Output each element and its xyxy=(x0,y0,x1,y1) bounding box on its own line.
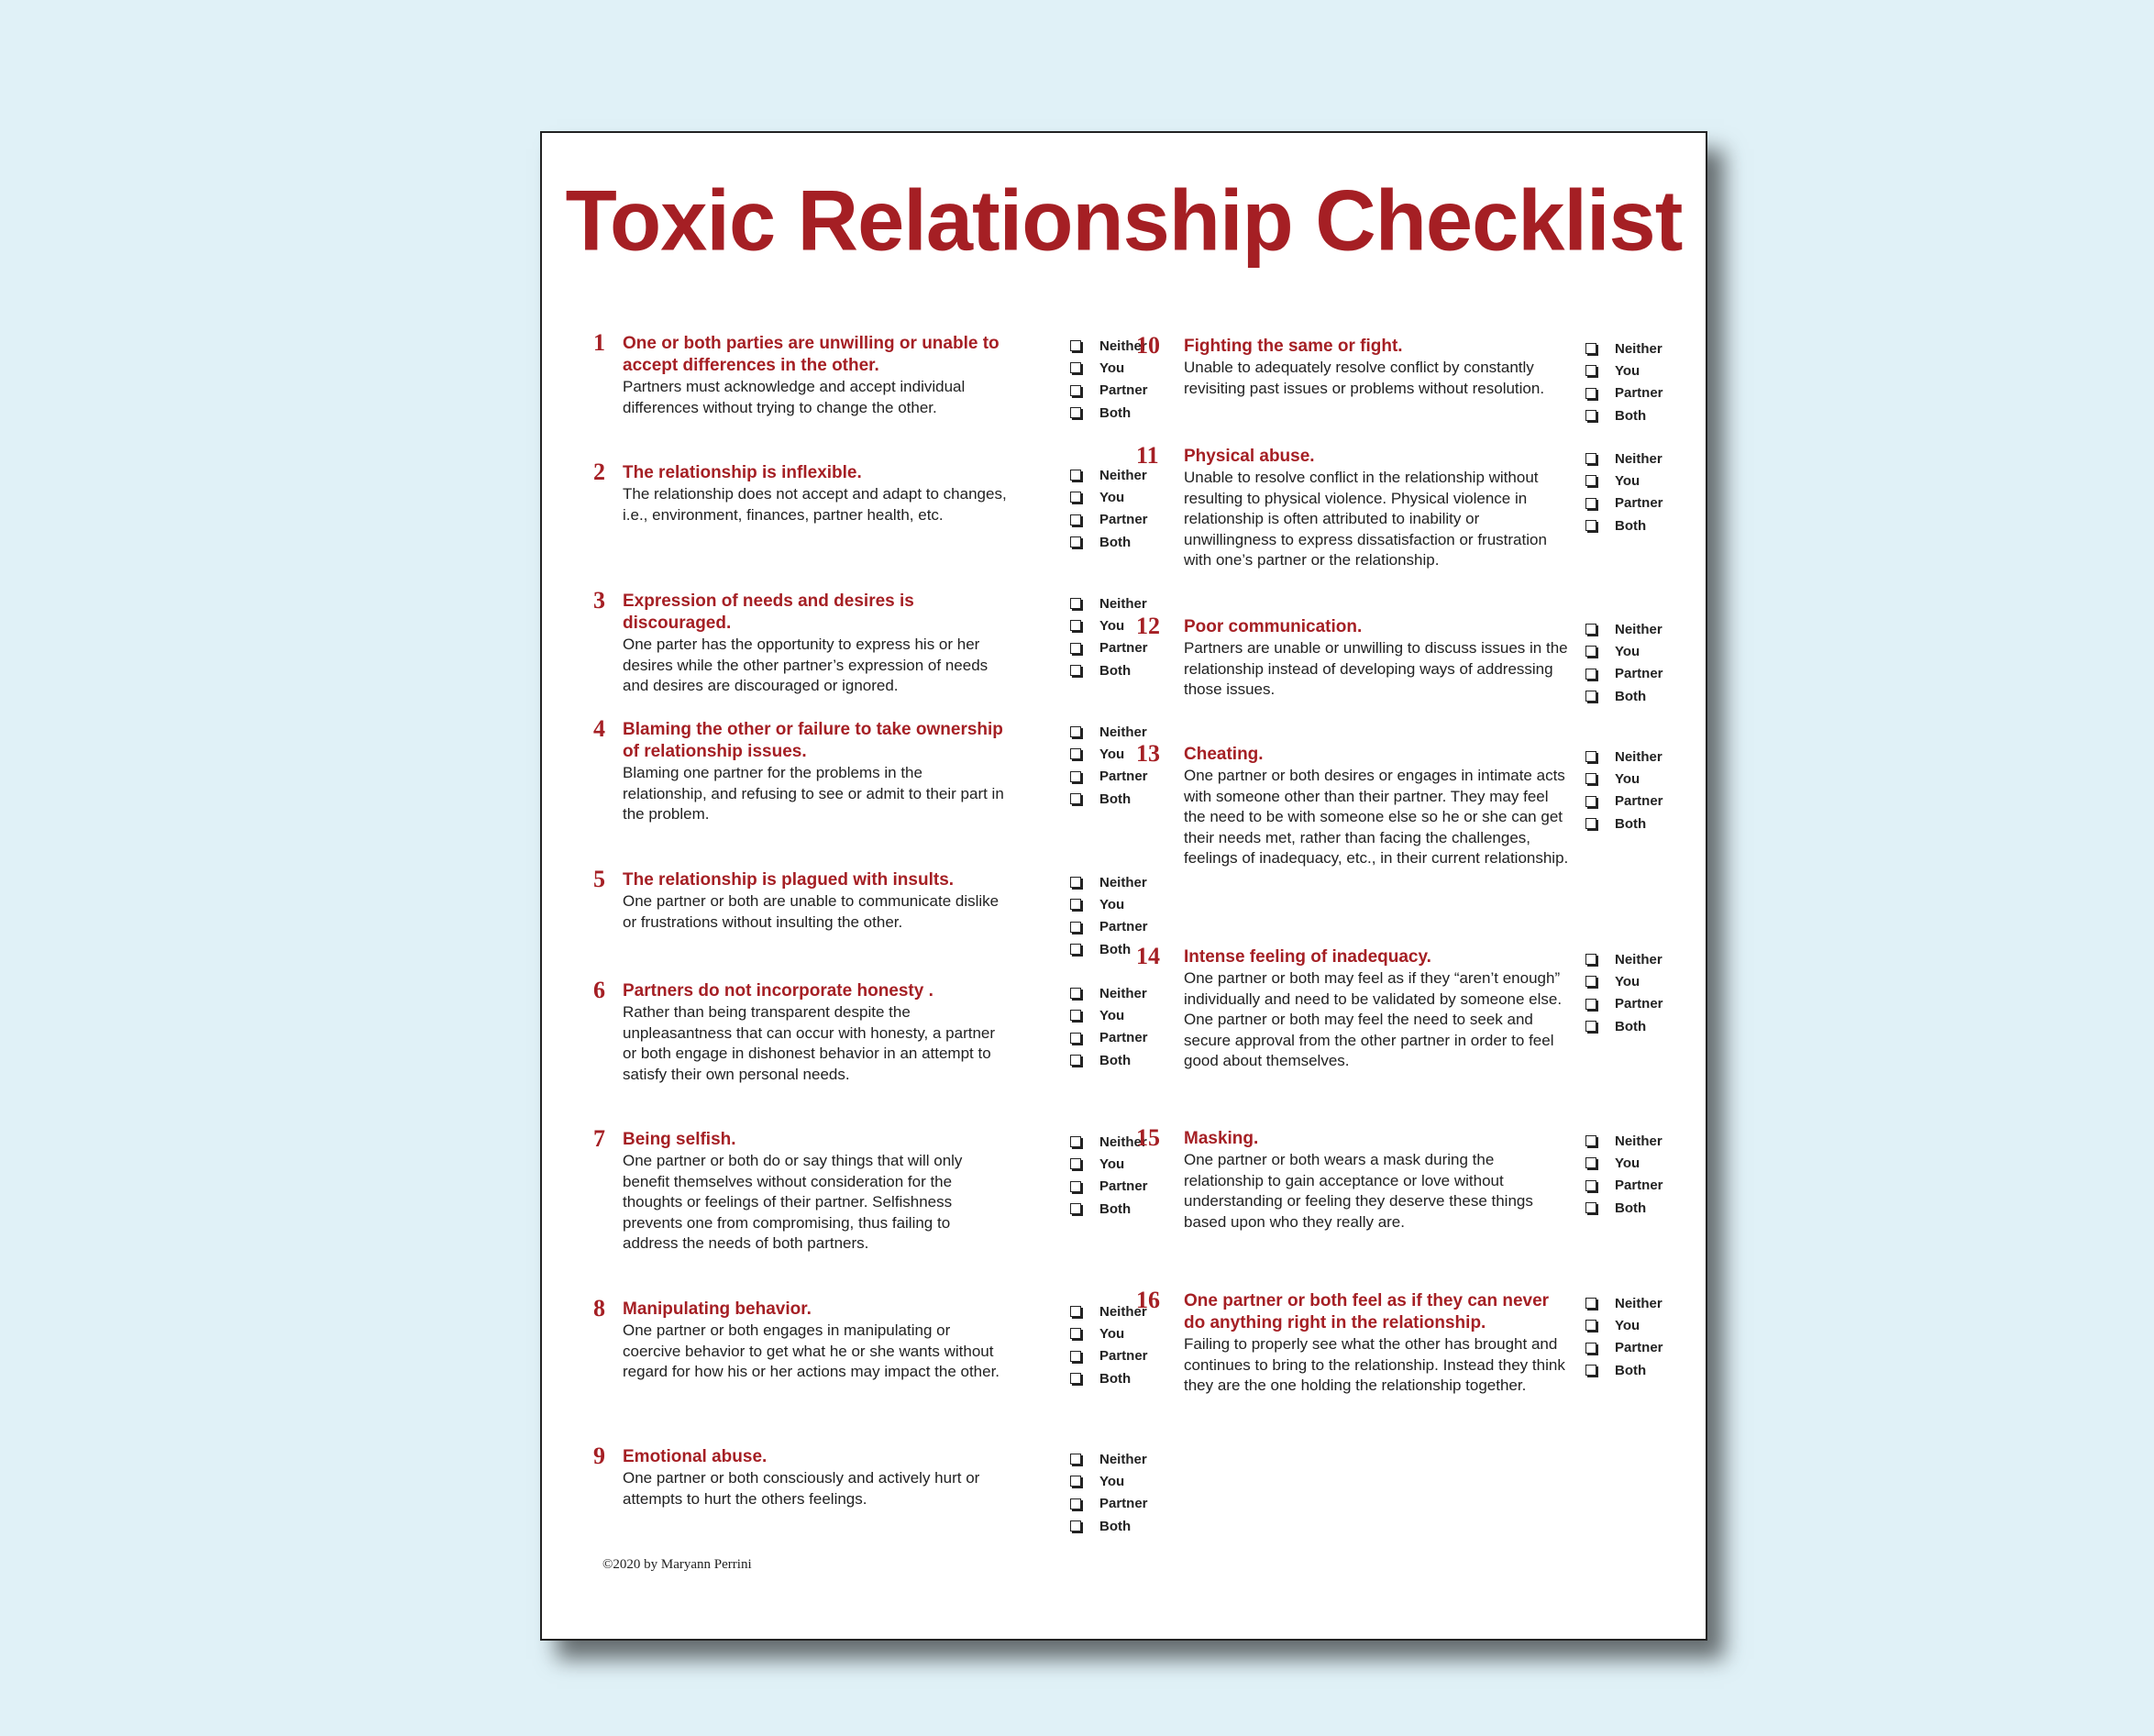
option-label: Neither xyxy=(1615,1295,1662,1311)
checkbox-icon[interactable] xyxy=(1070,1033,1081,1044)
option-label: You xyxy=(1099,617,1125,634)
answer-options xyxy=(1070,982,1148,1071)
option-label: Neither xyxy=(1615,748,1662,765)
checkbox-icon[interactable] xyxy=(1070,1010,1081,1021)
item-heading: Emotional abuse. xyxy=(623,1447,768,1466)
item-description: Partners are unable or unwilling to discuss issues in the relationship instead of developing ways of addressing those issues. xyxy=(1184,639,1568,698)
option-label: You xyxy=(1099,1325,1125,1342)
item-heading: One partner or both feel as if they can never do anything right in the relationship. xyxy=(1184,1291,1550,1332)
option-neither[interactable] xyxy=(1585,1292,1663,1314)
option-label: Both xyxy=(1615,517,1647,534)
checkbox-icon[interactable] xyxy=(1070,877,1081,888)
item-heading: Cheating. xyxy=(1184,745,1264,764)
option-partner[interactable] xyxy=(1585,1337,1663,1359)
checkbox-icon[interactable] xyxy=(1585,751,1596,762)
checkbox-icon[interactable] xyxy=(1585,520,1596,531)
option-label: Partner xyxy=(1099,1348,1148,1365)
item-text xyxy=(1184,616,1569,701)
item-number: 14 xyxy=(1136,943,1160,969)
option-both[interactable] xyxy=(1070,531,1148,553)
option-label: Both xyxy=(1099,1518,1132,1534)
option-partner[interactable] xyxy=(1585,791,1663,813)
item-number: 10 xyxy=(1136,332,1160,359)
option-label: You xyxy=(1615,643,1640,659)
option-label: Both xyxy=(1615,815,1647,832)
checkbox-icon[interactable] xyxy=(1070,340,1081,351)
option-label: Partner xyxy=(1099,1496,1148,1512)
option-label: Partner xyxy=(1615,1178,1663,1194)
checkbox-icon[interactable] xyxy=(1070,1520,1081,1531)
option-label: Neither xyxy=(1099,874,1147,890)
item-text xyxy=(623,1129,1008,1255)
checkbox-icon[interactable] xyxy=(1070,598,1081,609)
option-partner[interactable] xyxy=(1070,766,1148,788)
item-heading: Fighting the same or fight. xyxy=(1184,337,1403,356)
checkbox-icon[interactable] xyxy=(1070,1498,1081,1509)
answer-options xyxy=(1585,1292,1663,1381)
option-neither[interactable] xyxy=(1585,746,1663,768)
option-label: Neither xyxy=(1615,621,1662,637)
item-description: Blaming one partner for the problems in the relationship, and refusing to see or admit to their part in the problem. xyxy=(623,764,1004,823)
option-you[interactable] xyxy=(1070,1322,1148,1344)
page-title: Toxic Relationship Checklist xyxy=(565,172,1683,270)
option-label: Neither xyxy=(1099,724,1147,740)
option-you[interactable] xyxy=(1070,357,1148,379)
item-number: 16 xyxy=(1136,1287,1160,1313)
option-both[interactable] xyxy=(1585,404,1663,426)
option-label: You xyxy=(1099,489,1125,505)
item-number: 8 xyxy=(593,1295,605,1321)
checkbox-icon[interactable] xyxy=(1585,624,1596,635)
option-both[interactable] xyxy=(1070,659,1148,681)
option-neither[interactable] xyxy=(1585,448,1663,470)
checkbox-icon[interactable] xyxy=(1070,536,1081,547)
item-heading: Partners do not incorporate honesty . xyxy=(623,981,933,1001)
checkbox-icon[interactable] xyxy=(1585,999,1596,1010)
checkbox-icon[interactable] xyxy=(1070,1136,1081,1147)
option-partner[interactable] xyxy=(1070,1345,1148,1367)
item-description: Unable to adequately resolve conflict by constantly revisiting past issues or problems without resolution. xyxy=(1184,359,1545,397)
option-you[interactable] xyxy=(1070,1153,1148,1175)
option-both[interactable] xyxy=(1585,1359,1663,1381)
checkbox-icon[interactable] xyxy=(1070,362,1081,373)
option-label: You xyxy=(1099,1473,1125,1489)
option-partner[interactable] xyxy=(1585,492,1663,514)
checkbox-icon[interactable] xyxy=(1070,492,1081,503)
option-neither[interactable] xyxy=(1585,337,1663,359)
option-label: Partner xyxy=(1099,512,1148,528)
item-text xyxy=(1184,744,1569,869)
item-description: One partner or both may feel as if they “aren’t enough” individually and need to be validated by someone else. One partner or both may feel the need to seek and secure approval from the other partner in order to feel good about themselves. xyxy=(1184,969,1563,1069)
item-description: One partner or both are unable to communicate dislike or frustrations without insulting the other. xyxy=(623,892,1000,931)
checkbox-icon[interactable] xyxy=(1070,385,1081,396)
checkbox-icon[interactable] xyxy=(1070,514,1081,525)
checkbox-icon[interactable] xyxy=(1585,818,1596,829)
item-description: One partner or both do or say things that will only benefit themselves without consideration for the thoughts or feelings of their partner. Selfishness prevents one from compromising, thus failing to address the needs of both partners. xyxy=(623,1152,963,1252)
option-label: Both xyxy=(1099,1370,1132,1387)
checkbox-icon[interactable] xyxy=(1585,646,1596,657)
item-heading: Expression of needs and desires is discouraged. xyxy=(623,592,914,633)
option-you[interactable] xyxy=(1585,359,1663,381)
item-description: Rather than being transparent despite the unpleasantness that can occur with honesty, a partner or both engage in dishonest behavior in an attempt to satisfy their own personal needs. xyxy=(623,1003,996,1083)
option-both[interactable] xyxy=(1070,402,1148,424)
item-heading: Poor communication. xyxy=(1184,617,1363,636)
item-text xyxy=(623,462,1008,525)
option-label: Neither xyxy=(1615,450,1662,467)
item-description: Unable to resolve conflict in the relationship without resulting to physical violence. Physical violence in relationship is often attributed to inability or unwillingness to express dissatisfaction or frustration with one’s partner or the relationship. xyxy=(1184,469,1547,569)
option-you[interactable] xyxy=(1585,970,1663,992)
item-description: One partner or both desires or engages in intimate acts with someone other than their partner. They may feel the need to be with someone else so he or she can get their needs met, rather than facing the challenges, feelings of inadequacy, etc., in their current relationship. xyxy=(1184,767,1569,867)
option-label: Both xyxy=(1099,941,1132,957)
item-number: 13 xyxy=(1136,740,1160,767)
answer-options xyxy=(1585,618,1663,707)
checkbox-icon[interactable] xyxy=(1070,1476,1081,1487)
checkbox-icon[interactable] xyxy=(1585,1180,1596,1191)
answer-options xyxy=(1585,337,1663,426)
checkbox-icon[interactable] xyxy=(1585,343,1596,354)
item-text xyxy=(623,869,1008,933)
option-label: You xyxy=(1615,1317,1640,1333)
item-number: 3 xyxy=(593,587,605,614)
item-number: 4 xyxy=(593,715,605,742)
option-label: Both xyxy=(1099,534,1132,550)
option-label: Partner xyxy=(1615,793,1663,810)
item-heading: The relationship is inflexible. xyxy=(623,463,862,482)
item-text xyxy=(1184,1128,1569,1233)
checkbox-icon[interactable] xyxy=(1070,1306,1081,1317)
answer-options xyxy=(1585,948,1663,1037)
answer-options xyxy=(1585,448,1663,536)
item-heading: Blaming the other or failure to take ownership of relationship issues. xyxy=(623,720,1003,761)
option-partner[interactable] xyxy=(1585,663,1663,685)
checkbox-icon[interactable] xyxy=(1585,410,1596,421)
option-label: Neither xyxy=(1099,985,1147,1001)
option-you[interactable] xyxy=(1070,1004,1148,1026)
option-both[interactable] xyxy=(1585,813,1663,835)
option-partner[interactable] xyxy=(1070,916,1148,938)
item-description: One partner or both consciously and actively hurt or attempts to hurt the others feelings. xyxy=(623,1469,980,1508)
checkbox-icon[interactable] xyxy=(1070,748,1081,759)
option-neither[interactable] xyxy=(1070,592,1148,614)
checkbox-icon[interactable] xyxy=(1070,793,1081,804)
option-both[interactable] xyxy=(1070,1515,1148,1537)
option-partner[interactable] xyxy=(1070,1176,1148,1198)
option-label: Both xyxy=(1615,1362,1647,1378)
checkbox-icon[interactable] xyxy=(1070,922,1081,933)
option-partner[interactable] xyxy=(1070,509,1148,531)
option-both[interactable] xyxy=(1585,685,1663,707)
item-heading: One or both parties are unwilling or unable to accept differences in the other. xyxy=(623,334,1000,375)
item-text xyxy=(623,980,1008,1085)
option-label: Partner xyxy=(1099,919,1148,935)
option-partner[interactable] xyxy=(1585,382,1663,404)
option-partner[interactable] xyxy=(1070,637,1148,659)
option-label: Neither xyxy=(1099,595,1147,612)
option-label: You xyxy=(1099,359,1125,376)
checkbox-icon[interactable] xyxy=(1070,726,1081,737)
option-label: Partner xyxy=(1099,382,1148,399)
option-partner[interactable] xyxy=(1070,1493,1148,1515)
option-label: Both xyxy=(1099,1052,1132,1068)
checkbox-icon[interactable] xyxy=(1070,643,1081,654)
item-heading: Intense feeling of inadequacy. xyxy=(1184,947,1431,967)
option-you[interactable] xyxy=(1585,470,1663,492)
option-partner[interactable] xyxy=(1585,1175,1663,1197)
answer-options xyxy=(1585,746,1663,835)
checkbox-icon[interactable] xyxy=(1585,976,1596,987)
option-label: You xyxy=(1615,973,1640,990)
checkbox-icon[interactable] xyxy=(1070,1454,1081,1465)
option-label: Neither xyxy=(1615,951,1662,968)
checkbox-icon[interactable] xyxy=(1070,988,1081,999)
item-description: One parter has the opportunity to express his or her desires while the other partner’s expression of needs and desires are discouraged or ignored. xyxy=(623,636,989,694)
option-label: Neither xyxy=(1099,1303,1147,1320)
checkbox-icon[interactable] xyxy=(1070,1158,1081,1169)
checkbox-icon[interactable] xyxy=(1070,665,1081,676)
checkbox-icon[interactable] xyxy=(1585,1365,1596,1376)
item-number: 11 xyxy=(1136,442,1159,469)
checklist-page xyxy=(540,131,1707,1641)
option-label: Partner xyxy=(1615,1340,1663,1356)
option-label: Partner xyxy=(1099,640,1148,657)
option-neither[interactable] xyxy=(1070,871,1148,893)
item-text xyxy=(1184,336,1569,399)
item-text xyxy=(623,333,1008,418)
option-both[interactable] xyxy=(1070,1367,1148,1389)
item-text xyxy=(1184,446,1569,571)
item-number: 15 xyxy=(1136,1124,1160,1151)
checkbox-icon[interactable] xyxy=(1585,453,1596,464)
option-label: Partner xyxy=(1099,1030,1148,1046)
option-label: Partner xyxy=(1615,996,1663,1012)
option-you[interactable] xyxy=(1585,1314,1663,1336)
option-label: Partner xyxy=(1615,495,1663,512)
checkbox-icon[interactable] xyxy=(1070,944,1081,955)
checkbox-icon[interactable] xyxy=(1585,498,1596,509)
option-label: Both xyxy=(1615,1200,1647,1216)
option-both[interactable] xyxy=(1070,788,1148,810)
option-both[interactable] xyxy=(1070,1049,1148,1071)
option-label: Neither xyxy=(1099,467,1147,483)
option-label: Both xyxy=(1099,1200,1132,1217)
answer-options xyxy=(1070,464,1148,553)
checkbox-icon[interactable] xyxy=(1585,773,1596,784)
option-label: Partner xyxy=(1099,768,1148,785)
option-you[interactable] xyxy=(1070,1470,1148,1492)
item-heading: The relationship is plagued with insults. xyxy=(623,870,955,890)
option-partner[interactable] xyxy=(1070,380,1148,402)
answer-options xyxy=(1070,1448,1148,1537)
option-neither[interactable] xyxy=(1070,1448,1148,1470)
checkbox-icon[interactable] xyxy=(1070,470,1081,481)
item-number: 7 xyxy=(593,1125,605,1152)
item-number: 9 xyxy=(593,1443,605,1469)
checkbox-icon[interactable] xyxy=(1070,1055,1081,1066)
option-you[interactable] xyxy=(1070,486,1148,508)
option-label: You xyxy=(1099,896,1125,912)
item-heading: Being selfish. xyxy=(623,1130,736,1149)
option-label: You xyxy=(1099,746,1125,762)
option-both[interactable] xyxy=(1585,514,1663,536)
item-number: 12 xyxy=(1136,613,1160,639)
item-text xyxy=(623,1446,1008,1509)
option-label: Partner xyxy=(1099,1178,1148,1195)
option-label: You xyxy=(1615,472,1640,489)
option-you[interactable] xyxy=(1585,1152,1663,1174)
option-label: Neither xyxy=(1615,1133,1662,1149)
checkbox-icon[interactable] xyxy=(1585,1320,1596,1331)
checkbox-icon[interactable] xyxy=(1070,1351,1081,1362)
option-partner[interactable] xyxy=(1070,1027,1148,1049)
option-label: Both xyxy=(1099,662,1132,679)
checkbox-icon[interactable] xyxy=(1070,1203,1081,1214)
option-both[interactable] xyxy=(1585,1197,1663,1219)
checkbox-icon[interactable] xyxy=(1585,954,1596,965)
option-label: You xyxy=(1615,770,1640,787)
item-text xyxy=(623,719,1008,825)
item-heading: Masking. xyxy=(1184,1129,1259,1148)
checkbox-icon[interactable] xyxy=(1585,669,1596,680)
checkbox-icon[interactable] xyxy=(1070,1181,1081,1192)
option-label: Both xyxy=(1099,791,1132,807)
option-both[interactable] xyxy=(1070,1198,1148,1220)
item-description: The relationship does not accept and adapt to changes, i.e., environment, finances, partner health, etc. xyxy=(623,485,1007,524)
item-number: 2 xyxy=(593,459,605,485)
checkbox-icon[interactable] xyxy=(1585,475,1596,486)
checkbox-icon[interactable] xyxy=(1070,899,1081,910)
copyright: ©2020 by Maryann Perrini xyxy=(602,1557,752,1572)
item-text xyxy=(623,591,1008,697)
checkbox-icon[interactable] xyxy=(1070,1328,1081,1339)
checkbox-icon[interactable] xyxy=(1585,796,1596,807)
option-you[interactable] xyxy=(1585,640,1663,662)
item-description: Partners must acknowledge and accept individual differences without trying to change the other. xyxy=(623,378,966,416)
option-partner[interactable] xyxy=(1585,993,1663,1015)
checkbox-icon[interactable] xyxy=(1070,771,1081,782)
option-label: Neither xyxy=(1615,340,1662,357)
option-label: You xyxy=(1615,1155,1640,1171)
option-label: Both xyxy=(1615,688,1647,704)
item-text xyxy=(1184,1290,1569,1397)
checkbox-icon[interactable] xyxy=(1585,1202,1596,1213)
answer-options xyxy=(1585,1130,1663,1219)
option-you[interactable] xyxy=(1070,893,1148,915)
option-label: Both xyxy=(1615,1018,1647,1034)
checkbox-icon[interactable] xyxy=(1585,691,1596,702)
item-number: 6 xyxy=(593,977,605,1003)
item-number: 5 xyxy=(593,866,605,892)
option-label: Neither xyxy=(1099,1133,1147,1150)
item-number: 1 xyxy=(593,329,605,356)
option-label: Partner xyxy=(1615,666,1663,682)
option-label: You xyxy=(1099,1007,1125,1023)
checkbox-icon[interactable] xyxy=(1585,1298,1596,1309)
option-neither[interactable] xyxy=(1585,1130,1663,1152)
option-neither[interactable] xyxy=(1585,948,1663,970)
option-you[interactable] xyxy=(1585,768,1663,790)
option-label: Partner xyxy=(1615,385,1663,402)
item-heading: Manipulating behavior. xyxy=(623,1299,812,1319)
item-text xyxy=(1184,946,1569,1072)
checkbox-icon[interactable] xyxy=(1585,1157,1596,1168)
option-label: Neither xyxy=(1099,337,1147,354)
option-label: You xyxy=(1099,1155,1125,1172)
checkbox-icon[interactable] xyxy=(1585,388,1596,399)
checkbox-icon[interactable] xyxy=(1585,1343,1596,1354)
option-label: You xyxy=(1615,362,1640,379)
item-heading: Physical abuse. xyxy=(1184,447,1315,466)
checkbox-icon[interactable] xyxy=(1070,620,1081,631)
checkbox-icon[interactable] xyxy=(1585,1021,1596,1032)
checkbox-icon[interactable] xyxy=(1070,1373,1081,1384)
option-label: Both xyxy=(1615,407,1647,424)
item-description: One partner or both engages in manipulating or coercive behavior to get what he or she wants without regard for how his or her actions may impact the other. xyxy=(623,1321,1000,1380)
option-neither[interactable] xyxy=(1585,618,1663,640)
item-description: One partner or both wears a mask during the relationship to gain acceptance or love without understanding or feeling they deserve these things based upon who they really are. xyxy=(1184,1151,1533,1231)
option-both[interactable] xyxy=(1585,1015,1663,1037)
option-label: Neither xyxy=(1099,1451,1147,1467)
item-description: Failing to properly see what the other has brought and continues to bring to the relationship. Instead they think they are the one holding the relationship together. xyxy=(1184,1335,1565,1394)
item-text xyxy=(623,1299,1008,1383)
option-neither[interactable] xyxy=(1070,982,1148,1004)
checkbox-icon[interactable] xyxy=(1585,1135,1596,1146)
option-label: Both xyxy=(1099,404,1132,421)
checkbox-icon[interactable] xyxy=(1585,365,1596,376)
checkbox-icon[interactable] xyxy=(1070,407,1081,418)
